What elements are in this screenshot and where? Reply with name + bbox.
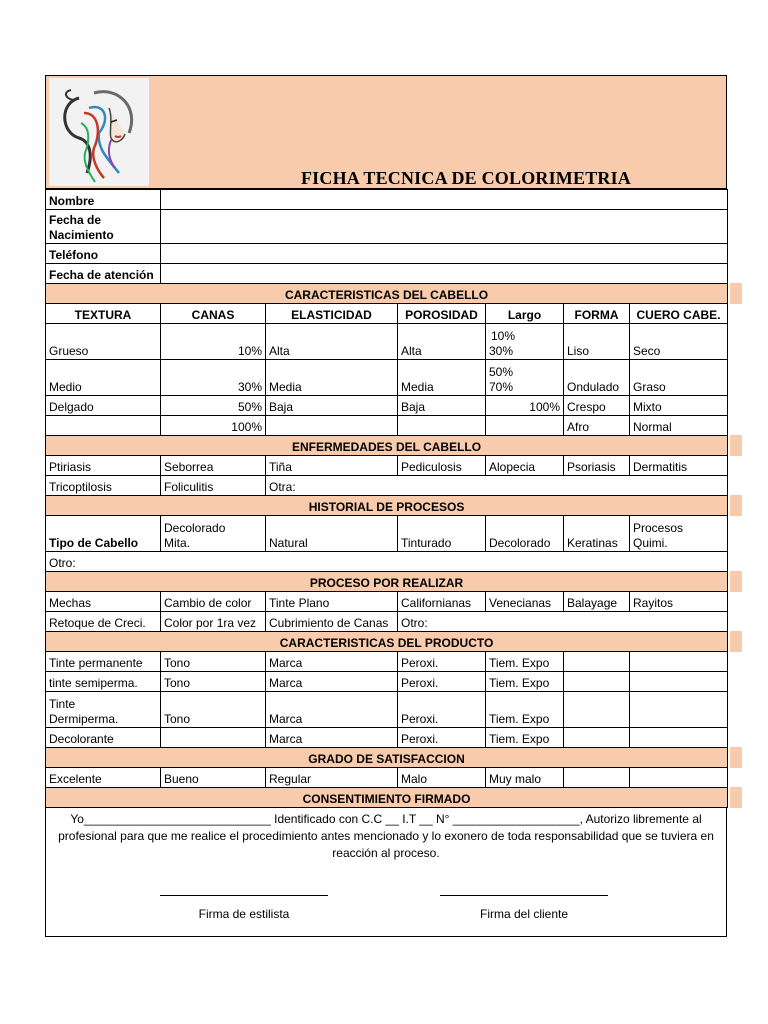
empty-cell xyxy=(266,416,398,436)
option-procesos-quimi[interactable] xyxy=(630,516,728,552)
largo-50: 50% xyxy=(489,365,514,379)
product-tono[interactable] xyxy=(161,728,266,748)
section-process-to-perform: PROCESO POR REALIZAR xyxy=(46,572,728,592)
empty-cell[interactable] xyxy=(564,692,630,728)
option-canas-30[interactable]: 30% xyxy=(161,360,266,396)
largo-30: 30% xyxy=(489,344,514,358)
birthdate-label: Fecha de Nacimiento xyxy=(46,210,161,244)
option-keratinas[interactable]: Keratinas xyxy=(564,516,630,552)
phone-row xyxy=(46,244,728,264)
empty-cell[interactable] xyxy=(564,768,630,788)
table-row xyxy=(46,476,728,496)
option-venecianas[interactable]: Venecianas xyxy=(486,592,564,612)
phone-field[interactable] xyxy=(161,244,728,264)
option-liso[interactable]: Liso xyxy=(564,324,630,360)
product-marca[interactable]: Marca xyxy=(266,728,398,748)
section-product-characteristics: CARACTERISTICAS DEL PRODUCTO xyxy=(46,632,728,652)
option-porosidad-baja[interactable]: Baja xyxy=(398,396,486,416)
header-porosidad: POROSIDAD xyxy=(398,304,486,324)
option-porosidad-media[interactable]: Media xyxy=(398,360,486,396)
option-decolorado-mita[interactable] xyxy=(161,516,266,552)
section-consent: CONSENTIMIENTO FIRMADO xyxy=(46,788,728,808)
empty-cell[interactable] xyxy=(630,768,728,788)
empty-cell[interactable] xyxy=(630,728,728,748)
attention-date-field[interactable] xyxy=(161,264,728,284)
option-largo-100[interactable]: 100% xyxy=(486,396,564,416)
section-hair-characteristics: CARACTERISTICAS DEL CABELLO xyxy=(46,284,728,304)
option-normal[interactable]: Normal xyxy=(630,416,728,436)
product-marca[interactable]: Marca xyxy=(266,652,398,672)
option-excelente[interactable]: Excelente xyxy=(46,768,161,788)
empty-cell[interactable] xyxy=(564,672,630,692)
option-canas-100[interactable]: 100% xyxy=(161,416,266,436)
option-canas-10[interactable]: 10% xyxy=(161,324,266,360)
option-largo-10-30[interactable] xyxy=(486,324,564,360)
name-field[interactable] xyxy=(161,190,728,210)
option-californianas[interactable]: Californianas xyxy=(398,592,486,612)
birthdate-field[interactable] xyxy=(161,210,728,244)
header-elasticidad: ELASTICIDAD xyxy=(266,304,398,324)
table-row xyxy=(46,692,728,728)
product-marca[interactable]: Marca xyxy=(266,692,398,728)
other-process-field[interactable]: Otro: xyxy=(398,612,728,632)
client-signature-label: Firma del cliente xyxy=(479,907,569,921)
option-grueso[interactable]: Grueso xyxy=(46,324,161,360)
table-row xyxy=(46,396,728,416)
option-tricoptilosis[interactable]: Tricoptilosis xyxy=(46,476,161,496)
section-process-history: HISTORIAL DE PROCESOS xyxy=(46,496,728,516)
client-signature-line[interactable] xyxy=(440,895,608,896)
option-elasticidad-media[interactable]: Media xyxy=(266,360,398,396)
option-ptiriasis[interactable]: Ptiriasis xyxy=(46,456,161,476)
table-row xyxy=(46,612,728,632)
table-row xyxy=(46,360,728,396)
option-natural[interactable]: Natural xyxy=(266,516,398,552)
option-malo[interactable]: Malo xyxy=(398,768,486,788)
history-label-bottom: Quimi. xyxy=(633,536,668,550)
header-canas: CANAS xyxy=(161,304,266,324)
option-balayage[interactable]: Balayage xyxy=(564,592,630,612)
option-seborrea[interactable]: Seborrea xyxy=(161,456,266,476)
table-row xyxy=(46,768,728,788)
hair-header-row xyxy=(46,304,728,324)
option-cambio-color[interactable]: Cambio de color xyxy=(161,592,266,612)
empty-cell[interactable] xyxy=(630,692,728,728)
empty-cell[interactable] xyxy=(630,672,728,692)
option-color-primera-vez[interactable]: Color por 1ra vez xyxy=(161,612,266,632)
option-largo-50-70[interactable] xyxy=(486,360,564,396)
product-tono[interactable]: Tono xyxy=(161,692,266,728)
table-row xyxy=(46,652,728,672)
product-name: tinte semiperma. xyxy=(46,672,161,692)
option-mechas[interactable]: Mechas xyxy=(46,592,161,612)
option-elasticidad-baja[interactable]: Baja xyxy=(266,396,398,416)
empty-cell[interactable] xyxy=(630,652,728,672)
salon-logo xyxy=(49,78,149,186)
product-peroxi[interactable]: Peroxi. xyxy=(398,652,486,672)
option-crespo[interactable]: Crespo xyxy=(564,396,630,416)
option-tinturado[interactable]: Tinturado xyxy=(398,516,486,552)
attention-date-row xyxy=(46,264,728,284)
option-ondulado[interactable]: Ondulado xyxy=(564,360,630,396)
product-tono[interactable]: Tono xyxy=(161,672,266,692)
history-label-top: Procesos xyxy=(633,521,684,535)
empty-cell[interactable] xyxy=(564,728,630,748)
option-medio[interactable]: Medio xyxy=(46,360,161,396)
header-forma: FORMA xyxy=(564,304,630,324)
option-muy-malo[interactable]: Muy malo xyxy=(486,768,564,788)
form-table xyxy=(45,189,728,808)
product-tiempo[interactable]: Tiem. Expo xyxy=(486,692,564,728)
option-alopecia[interactable]: Alopecia xyxy=(486,456,564,476)
empty-cell xyxy=(398,416,486,436)
largo-70: 70% xyxy=(489,380,514,394)
product-name xyxy=(46,692,161,728)
option-pediculosis[interactable]: Pediculosis xyxy=(398,456,486,476)
table-row xyxy=(46,324,728,360)
product-name: Tinte permanente xyxy=(46,652,161,672)
hair-type-label: Tipo de Cabello xyxy=(46,516,161,552)
header-cuero: CUERO CABE. xyxy=(630,304,728,324)
empty-cell[interactable] xyxy=(564,652,630,672)
attention-date-label: Fecha de atención xyxy=(46,264,161,284)
table-row xyxy=(46,728,728,748)
product-tiempo[interactable]: Tiem. Expo xyxy=(486,652,564,672)
option-mixto[interactable]: Mixto xyxy=(630,396,728,416)
colorimetry-sheet xyxy=(45,75,727,937)
name-label: Nombre xyxy=(46,190,161,210)
product-peroxi[interactable]: Peroxi. xyxy=(398,728,486,748)
option-tinte-plano[interactable]: Tinte Plano xyxy=(266,592,398,612)
largo-10: 10% xyxy=(491,329,516,343)
product-tono[interactable]: Tono xyxy=(161,652,266,672)
option-canas-50[interactable]: 50% xyxy=(161,396,266,416)
other-history-field[interactable]: Otro: xyxy=(46,552,728,572)
history-label-bottom: Mita. xyxy=(164,536,191,550)
option-delgado[interactable]: Delgado xyxy=(46,396,161,416)
table-row xyxy=(46,672,728,692)
product-tiempo[interactable]: Tiem. Expo xyxy=(486,672,564,692)
option-decolorado[interactable]: Decolorado xyxy=(486,516,564,552)
option-bueno[interactable]: Bueno xyxy=(161,768,266,788)
table-row xyxy=(46,416,728,436)
option-rayitos[interactable]: Rayitos xyxy=(630,592,728,612)
option-retoque[interactable]: Retoque de Creci. xyxy=(46,612,161,632)
product-name: Decolorante xyxy=(46,728,161,748)
option-afro[interactable]: Afro xyxy=(564,416,630,436)
other-disease-field[interactable]: Otra: xyxy=(266,476,728,496)
page-title: FICHA TECNICA DE COLORIMETRIA xyxy=(300,168,632,188)
option-tina[interactable]: Tiña xyxy=(266,456,398,476)
product-peroxi[interactable]: Peroxi. xyxy=(398,692,486,728)
birthdate-row xyxy=(46,210,728,244)
section-hair-diseases: ENFERMEDADES DEL CABELLO xyxy=(46,436,728,456)
phone-label: Teléfono xyxy=(46,244,161,264)
option-graso[interactable]: Graso xyxy=(630,360,728,396)
table-row xyxy=(46,552,728,572)
product-name-bottom: Dermiperma. xyxy=(49,712,119,726)
option-seco[interactable]: Seco xyxy=(630,324,728,360)
empty-cell xyxy=(46,416,161,436)
option-psoriasis[interactable]: Psoriasis xyxy=(564,456,630,476)
history-label-top: Decolorado xyxy=(164,521,226,535)
header-band xyxy=(45,75,727,189)
product-tiempo[interactable]: Tiem. Expo xyxy=(486,728,564,748)
table-row xyxy=(46,516,728,552)
table-row xyxy=(46,592,728,612)
stylist-signature-label: Firma de estilista xyxy=(198,907,290,921)
stylist-signature-line[interactable] xyxy=(160,895,328,896)
option-elasticidad-alta[interactable]: Alta xyxy=(266,324,398,360)
option-cubrimiento-canas[interactable]: Cubrimiento de Canas xyxy=(266,612,398,632)
option-regular[interactable]: Regular xyxy=(266,768,398,788)
section-satisfaction: GRADO DE SATISFACCION xyxy=(46,748,728,768)
option-foliculitis[interactable]: Foliculitis xyxy=(161,476,266,496)
empty-cell xyxy=(486,416,564,436)
product-marca[interactable]: Marca xyxy=(266,672,398,692)
table-row xyxy=(46,456,728,476)
header-textura: TEXTURA xyxy=(46,304,161,324)
product-peroxi[interactable]: Peroxi. xyxy=(398,672,486,692)
consent-text: Yo____________________________ Identificado con C.C __ I.T __ N° ___________________, Autorizo libremente al profesional para que me realice el procedimiento antes mencionado y lo exonero de toda responsabilidad que se tuviera en reacción al proceso. xyxy=(58,812,714,860)
header-largo: Largo xyxy=(486,304,564,324)
option-dermatitis[interactable]: Dermatitis xyxy=(630,456,728,476)
product-name-top: Tinte xyxy=(49,697,76,711)
consent-box xyxy=(45,808,727,937)
option-porosidad-alta[interactable]: Alta xyxy=(398,324,486,360)
name-row xyxy=(46,190,728,210)
